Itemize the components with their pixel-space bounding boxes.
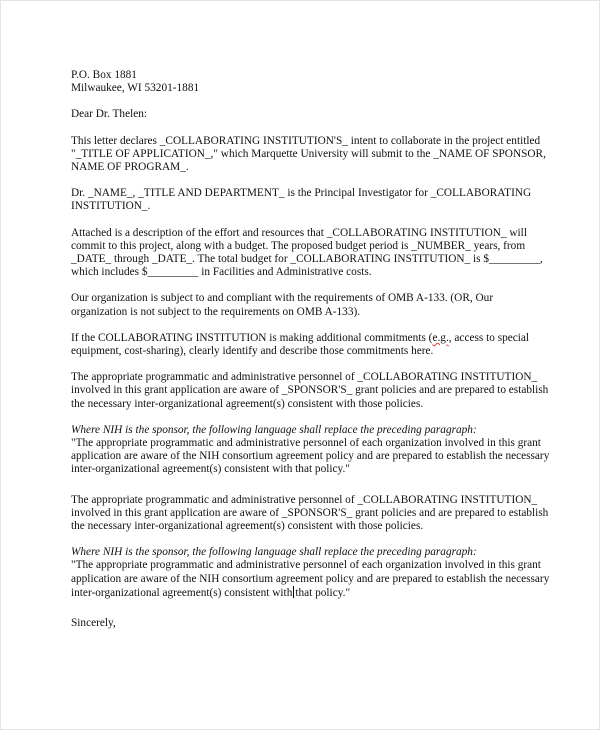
letter-body [71,69,551,643]
nih-note: Where NIH is the sponsor, the following language shall replace the preceding paragraph: [71,423,477,436]
spellcheck-eg: e.g. [432,331,449,344]
nih-quote-repeat-end: that policy." [295,586,351,599]
nih-block [71,424,551,477]
nih-quote: "The appropriate programmatic and administrative personnel of each organization involved in this grant application are aware of the NIH consortium agreement policy and are prepared to establish the necessary inter-organizational agreement(s) consistent with that policy." [71,437,550,476]
salutation: Dear Dr. Thelen: [71,108,148,121]
paragraph-principal-investigator: Dr. _NAME_, _TITLE AND DEPARTMENT_ is the Principal Investigator for _COLLABORATING INSTITUTION_. [71,187,532,213]
nih-quote-repeat-start: "The appropriate programmatic and administrative personnel of each organization involved in this grant application are aware of the NIH consortium agreement policy and are prepared to establish the necessary inter-organizational agreement(s) consistent with [71,559,550,599]
paragraph-intent: This letter declares _COLLABORATING INSTITUTION'S_ intent to collaborate in the project entitled "_TITLE OF APPLICATION_," which Marquette University will submit to the _NAME OF SPONSOR, NAME OF PROGRAM_. [71,134,546,174]
commitments-text-end: , access to special equipment, cost-sharing), clearly identify and describe those commitments here. [71,331,530,358]
nih-note-repeat: Where NIH is the sponsor, the following language shall replace the preceding paragraph: [71,546,477,559]
closing: Sincerely, [71,617,116,630]
commitments-text-start: If the COLLABORATING INSTITUTION is making additional commitments ( [71,331,433,344]
nih-block-repeat [71,546,551,600]
sender-address [71,69,551,95]
paragraph-budget: Attached is a description of the effort and resources that _COLLABORATING INSTITUTION_ will commit to this project, along with a budget. The proposed budget period is _NUMBER_ years, from _DATE_ through _DATE_. The total budget for _COLLABORATING INSTITUTION_ is $_________, which includes $_________ in Facilities and Administrative costs. [71,226,543,279]
address-line-1: P.O. Box 1881 [71,69,137,81]
paragraph-commitments [71,332,551,358]
paragraph-personnel: The appropriate programmatic and administrative personnel of _COLLABORATING INSTITUTION_ involved in this grant application are aware of _SPONSOR'S_ grant policies and are prepared to establish the necessary inter-organizational agreement(s) consistent with those policies. [71,371,549,410]
paragraph-omb: Our organization is subject to and compliant with the requirements of OMB A-133. (OR, Our organization is not subject to the requirements on OMB A-133). [71,292,494,318]
address-line-2: Milwaukee, WI 53201-1881 [71,82,200,95]
paragraph-personnel-repeat: The appropriate programmatic and administrative personnel of _COLLABORATING INSTITUTION_ involved in this grant application are aware of _SPONSOR'S_ grant policies and are prepared to establish the necessary inter-organizational agreement(s) consistent with those policies. [71,493,549,533]
